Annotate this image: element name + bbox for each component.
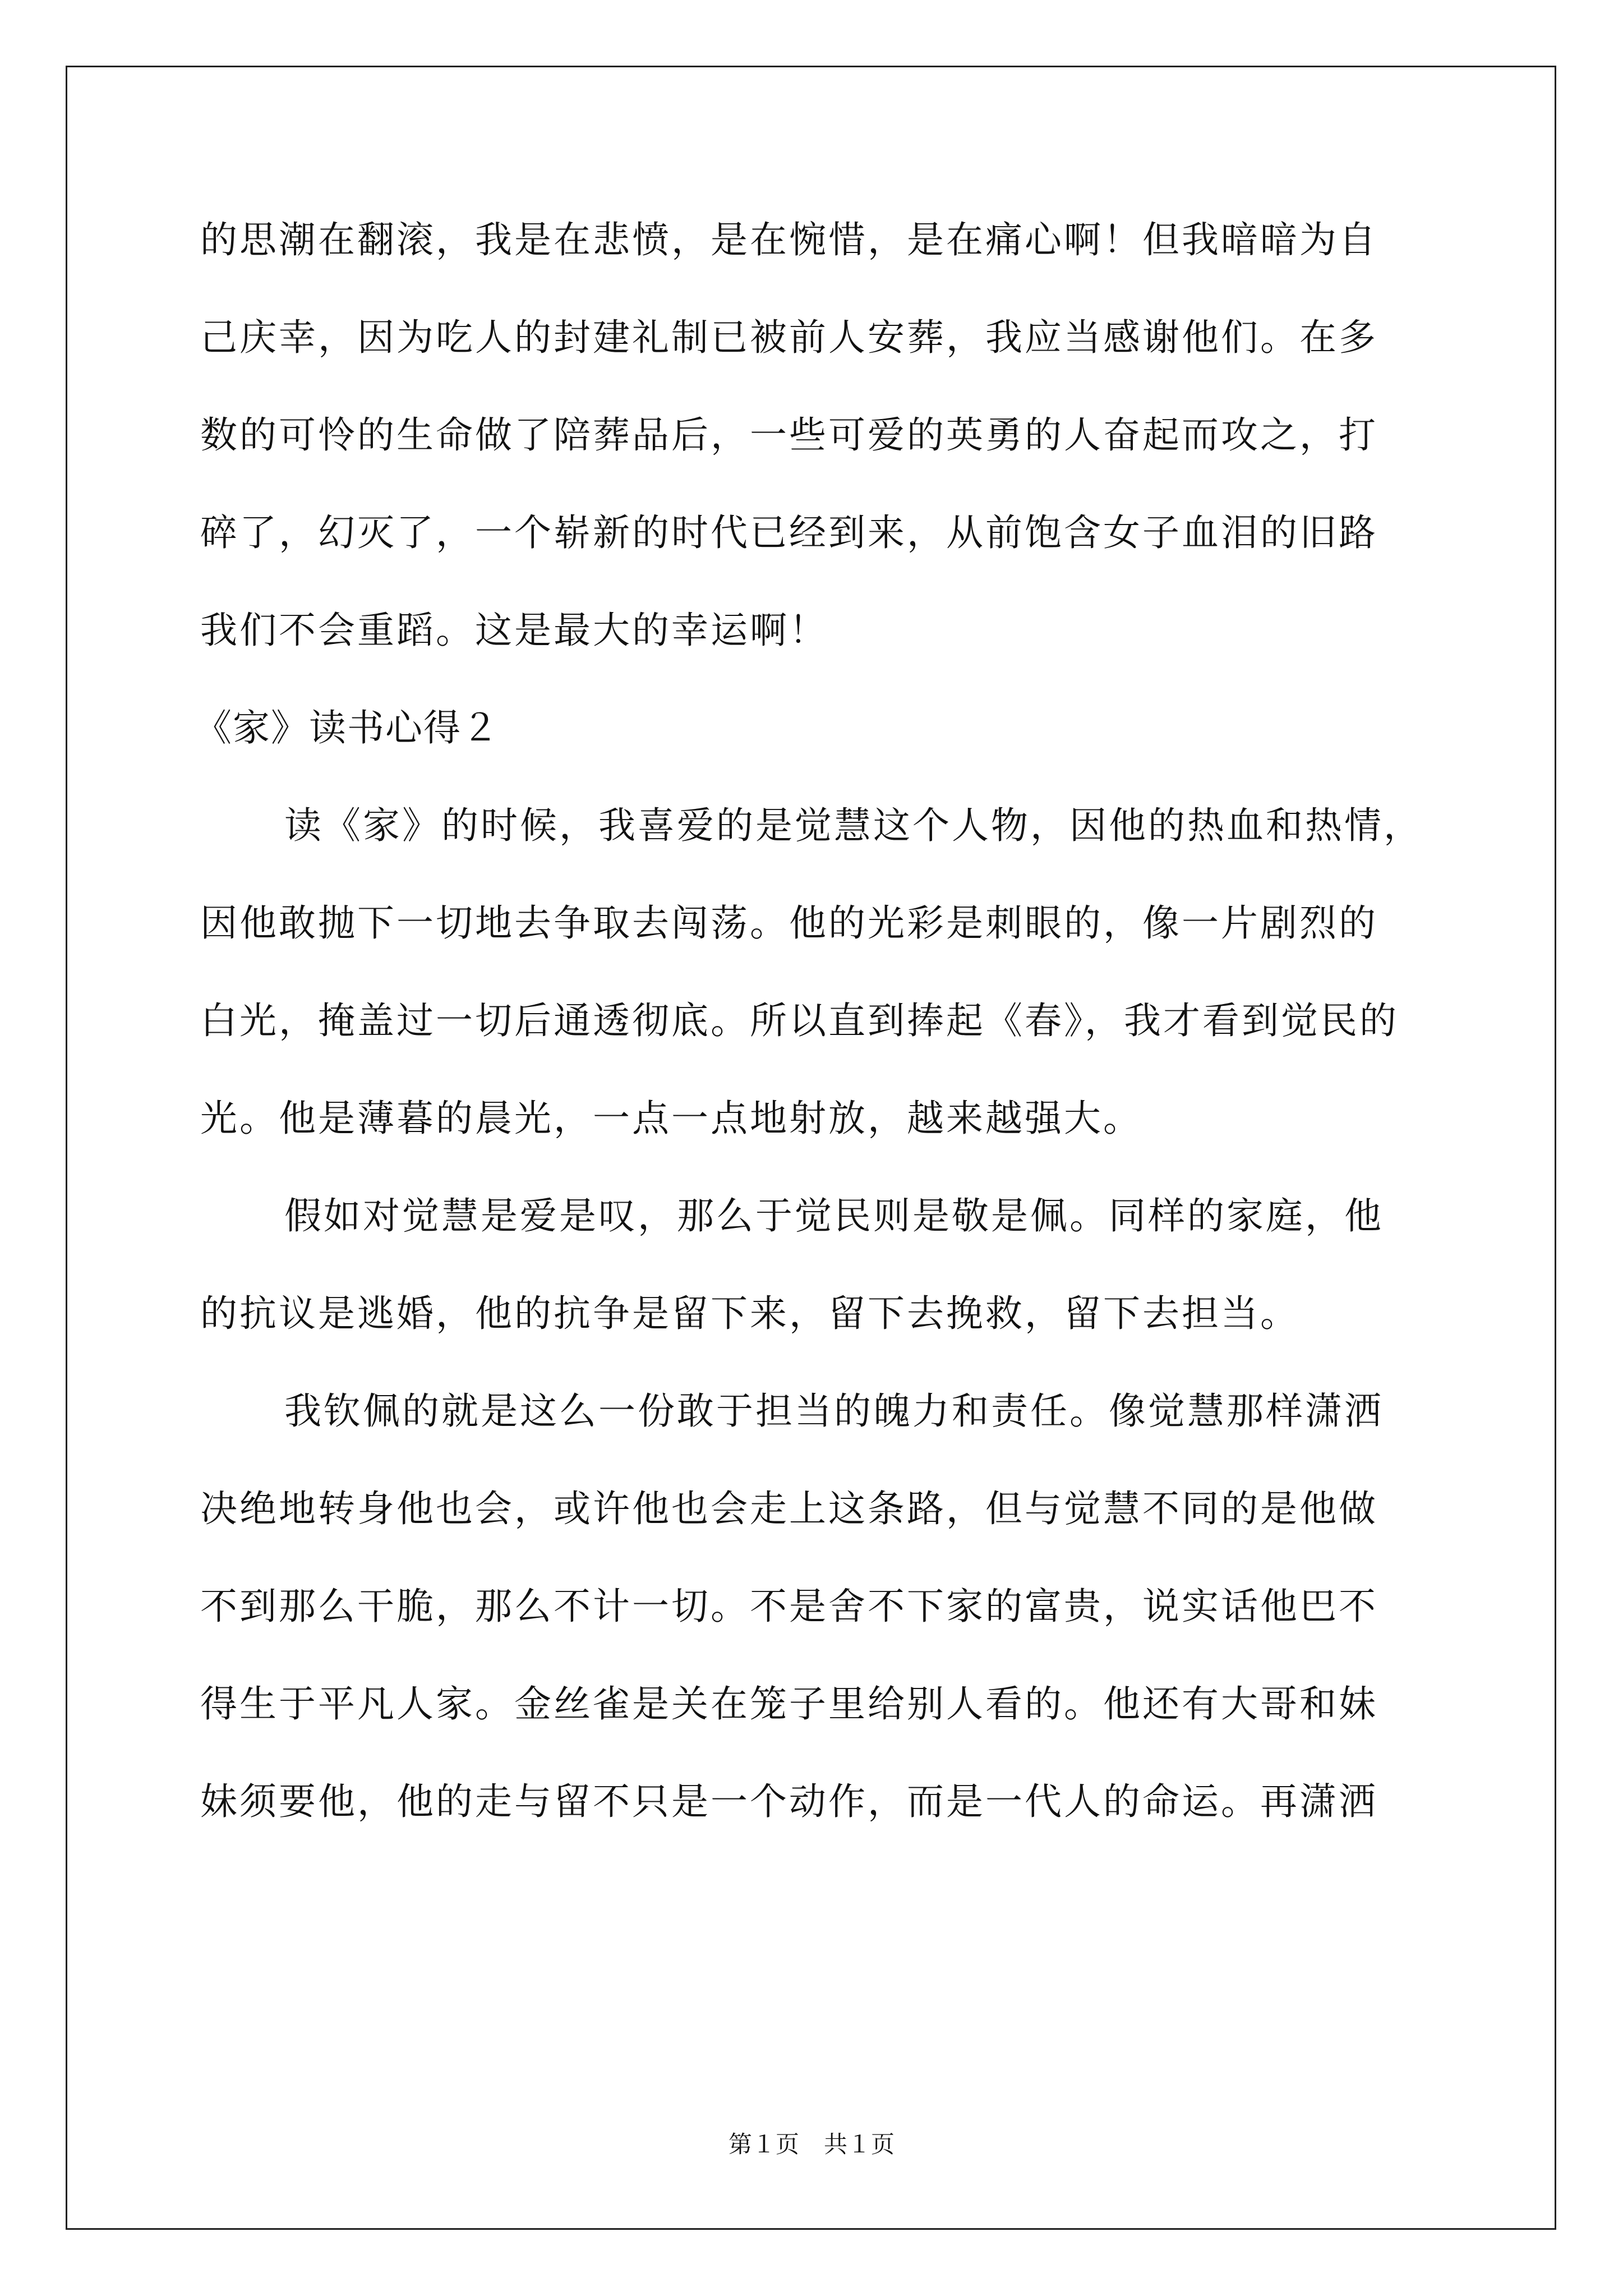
body-line: 得生于平凡人家。金丝雀是关在笼子里给别人看的。他还有大哥和妹 [200, 1682, 1378, 1726]
paragraph-first-line: 读《家》的时候，我喜爱的是觉慧这个人物，因他的热血和热情， [284, 804, 1423, 847]
body-line: 数的可怜的生命做了陪葬品后，一些可爱的英勇的人奋起而攻之，打 [200, 413, 1378, 457]
paragraph-first-line: 我钦佩的就是这么一份敢于担当的魄力和责任。像觉慧那样潇洒 [284, 1389, 1384, 1433]
body-line: 的思潮在翻滚，我是在悲愤，是在惋惜，是在痛心啊！但我暗暗为自 [200, 218, 1378, 261]
body-line: 碎了，幻灭了，一个崭新的时代已经到来，从前饱含女子血泪的旧路 [200, 511, 1378, 554]
document-body [195, 218, 1445, 1878]
section-heading: 《家》读书心得２ [195, 706, 500, 749]
body-line: 我们不会重蹈。这是最大的幸运啊！ [200, 609, 828, 652]
page-footer [0, 2131, 1623, 2159]
body-line: 因他敢抛下一切地去争取去闯荡。他的光彩是刺眼的，像一片剧烈的 [200, 901, 1378, 945]
body-line: 妹须要他，他的走与留不只是一个动作，而是一代人的命运。再潇洒 [200, 1780, 1378, 1823]
body-line: 的抗议是逃婚，他的抗争是留下来，留下去挽救，留下去担当。 [200, 1292, 1299, 1335]
body-line: 己庆幸，因为吃人的封建礼制已被前人安葬，我应当感谢他们。在多 [200, 316, 1378, 359]
body-line: 光。他是薄暮的晨光，一点一点地射放，越来越强大。 [200, 1097, 1142, 1140]
body-line: 不到那么干脆，那么不计一切。不是舍不下家的富贵，说实话他巴不 [200, 1585, 1378, 1628]
page-number: 第１页 [728, 2131, 799, 2158]
paragraph-first-line: 假如对觉慧是爱是叹，那么于觉民则是敬是佩。同样的家庭，他 [284, 1194, 1384, 1237]
page-total: 共１页 [824, 2131, 895, 2158]
body-line: 白光，掩盖过一切后通透彻底。所以直到捧起《春》，我才看到觉民的 [200, 999, 1399, 1042]
body-line: 决绝地转身他也会，或许他也会走上这条路，但与觉慧不同的是他做 [200, 1487, 1378, 1530]
